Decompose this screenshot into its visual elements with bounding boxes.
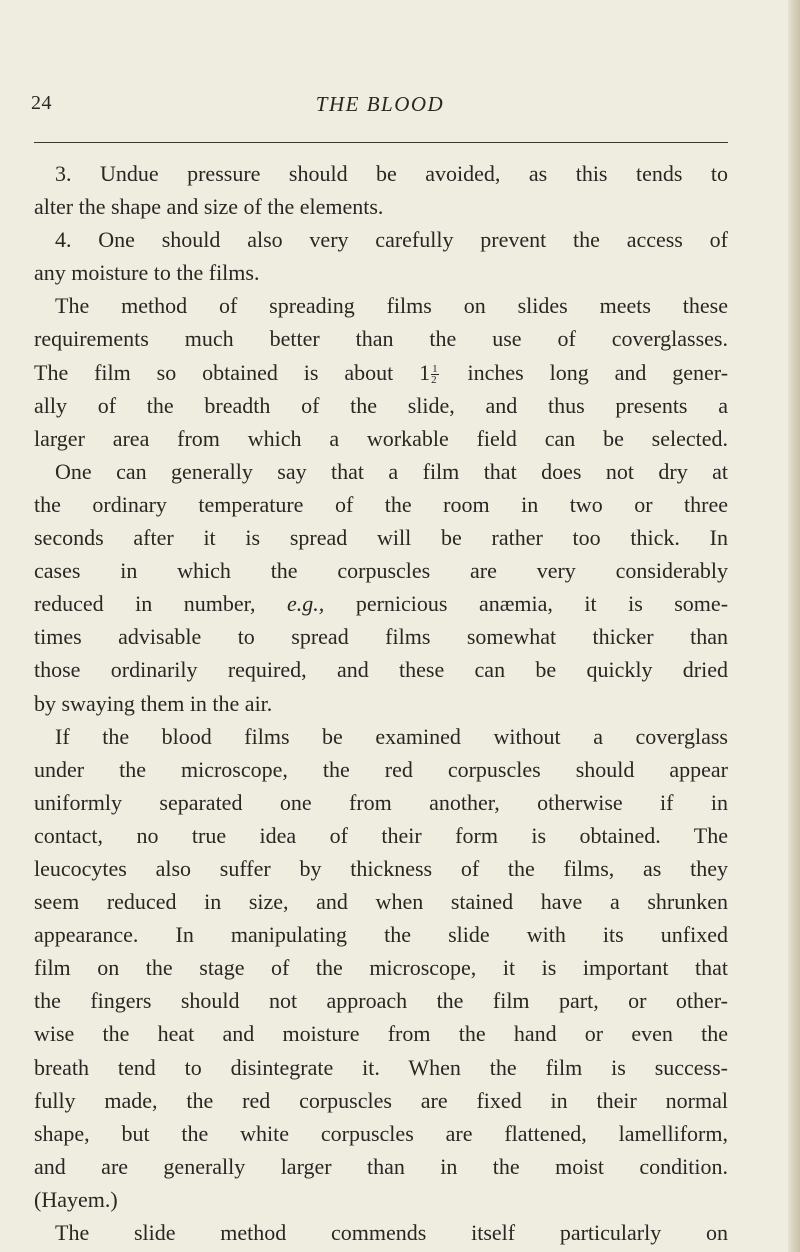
text-line: film on the stage of the microscope, it is important that	[34, 955, 728, 981]
eg-abbreviation: e.g.,	[287, 591, 325, 617]
text-line: fully made, the red corpuscles are fixed in their normal	[34, 1087, 728, 1113]
text-line: One can generally say that a film that does not dry at	[55, 458, 728, 484]
fraction-numerator: 1	[432, 363, 438, 376]
running-head	[0, 92, 800, 122]
text-line: leucocytes also suffer by thickness of the films, as they	[34, 855, 728, 881]
film-size-whole: 1	[419, 359, 431, 385]
running-title: THE BLOOD	[315, 92, 445, 116]
text-line: ally of the breadth of the slide, and thus presents a	[34, 392, 728, 418]
text-line: 4. One should also very carefully prevent the access of	[55, 227, 728, 253]
text-line: wise the heat and moisture from the hand or even the	[34, 1021, 728, 1047]
film-size-before: The film so obtained is about	[34, 359, 394, 385]
text-run: reduced in number,	[34, 591, 256, 617]
text-line: the ordinary temperature of the room in two or three	[34, 491, 728, 517]
text-line-film-size	[34, 356, 728, 389]
text-line: breath tend to disintegrate it. When the film is success-	[34, 1054, 728, 1080]
text-line: shape, but the white corpuscles are flattened, lamelliform,	[34, 1120, 728, 1146]
text-line: times advisable to spread films somewhat thicker than	[34, 624, 728, 650]
text-line: any moisture to the films.	[34, 260, 260, 286]
text-line: requirements much better than the use of coverglasses.	[34, 326, 728, 352]
page-edge	[788, 0, 800, 1252]
text-line: seem reduced in size, and when stained have a shrunken	[34, 889, 728, 915]
body-text	[34, 157, 728, 1249]
film-size-fraction	[419, 360, 442, 385]
text-line: 3. Undue pressure should be avoided, as this tends to	[55, 161, 728, 186]
text-line: larger area from which a workable field can be selected.	[34, 425, 728, 451]
text-line: The method of spreading films on slides meets these	[55, 293, 728, 319]
text-line: contact, no true idea of their form is obtained. The	[34, 822, 728, 848]
text-line: The slide method commends itself particularly on	[55, 1220, 728, 1245]
fraction-denominator: 2	[431, 374, 437, 387]
text-line: under the microscope, the red corpuscles should appear	[34, 756, 728, 782]
header-rule	[34, 142, 728, 143]
text-line: seconds after it is spread will be rather too thick. In	[34, 525, 728, 551]
text-line: by swaying them in the air.	[34, 690, 273, 716]
text-line: alter the shape and size of the elements.	[34, 194, 384, 220]
page-number: 24	[31, 92, 52, 114]
film-size-after: inches long and gener-	[467, 359, 729, 385]
text-run: pernicious anæmia, it is some-	[355, 591, 729, 617]
fraction-half	[431, 364, 439, 385]
text-line: those ordinarily required, and these can be quickly dried	[34, 657, 728, 683]
text-line: If the blood films be examined without a coverglass	[55, 723, 728, 749]
text-line: (Hayem.)	[34, 1186, 118, 1212]
text-line: cases in which the corpuscles are very considerably	[34, 558, 728, 584]
text-line: and are generally larger than in the moist condition.	[34, 1153, 728, 1179]
text-line: uniformly separated one from another, otherwise if in	[34, 789, 728, 815]
text-line: appearance. In manipulating the slide with its unfixed	[34, 922, 728, 948]
text-line-eg	[34, 587, 728, 620]
text-line: the fingers should not approach the film part, or other-	[34, 988, 728, 1014]
